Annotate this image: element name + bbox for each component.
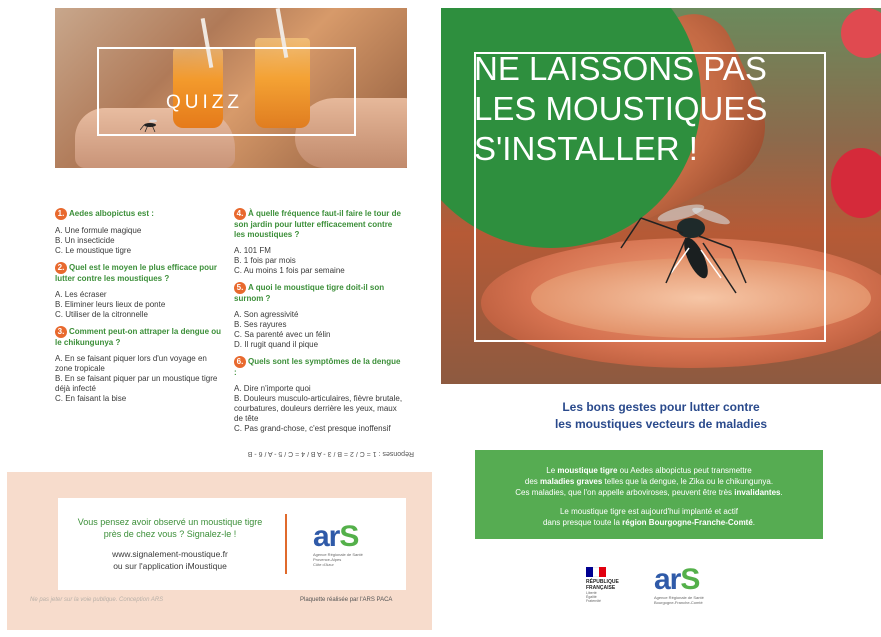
headline-line: NE LAISSONS PAS: [474, 50, 767, 87]
info-line: des maladies graves telles que la dengue, le Zika ou le chikungunya.: [524, 477, 774, 486]
quiz-column-2: [234, 208, 404, 440]
info-line: Le moustique tigre ou Aedes albopictus peut transmettre: [546, 466, 752, 475]
footer-credit: Plaquette réalisée par l'ARS PACA: [300, 597, 393, 603]
answer-option: B. Un insecticide: [55, 236, 115, 245]
answer-option: B. 1 fois par mois: [234, 256, 296, 265]
answer-option: A. 101 FM: [234, 246, 271, 255]
answer-option: C. Pas grand-chose, c'est presque inoffensif: [234, 424, 391, 433]
ars-logo-s: S: [680, 563, 700, 596]
card-divider: [285, 514, 287, 574]
quizz-label: QUIZZ: [166, 92, 243, 113]
question-number: 4.: [234, 208, 246, 220]
subtitle-line: Les bons gestes pour lutter contre: [562, 400, 760, 414]
answer-option: B. Ses rayures: [234, 320, 287, 329]
question-title: Aedes albopictus est :: [69, 209, 154, 219]
ars-logo-sub: Côte d'Azur: [313, 562, 334, 567]
info-line: dans presque toute la région Bourgogne-Franche-Comté.: [542, 518, 756, 527]
answer-option: B. Douleurs musculo-articulaires, fièvre brutale, courbatures, douleurs derrière les yeux, maux de tête: [234, 394, 403, 423]
rf-text: FRANÇAISE: [586, 585, 616, 591]
subtitle: [441, 399, 881, 433]
quiz-question: [55, 208, 225, 256]
quiz-question: [234, 208, 404, 276]
answer-option: C. Le moustique tigre: [55, 246, 132, 255]
footer-notice: Ne pas jeter sur la voie publique. Conception ARS: [30, 597, 164, 603]
left-panel: [0, 0, 432, 637]
question-title: Quels sont les symptômes de la dengue :: [234, 357, 401, 377]
answer-option: C. Au moins 1 fois par semaine: [234, 266, 345, 275]
question-title: À quelle fréquence faut-il faire le tour de son jardin pour lutter efficacement contre les moustiques ?: [234, 209, 401, 239]
quiz-question: [234, 356, 404, 434]
mosquito-icon: [140, 118, 160, 132]
ars-logo-sub: Bourgogne-Franche-Comté: [654, 600, 703, 605]
answer-option: A. En se faisant piquer lors d'un voyage en zone tropicale: [55, 354, 207, 373]
info-box: [475, 450, 823, 539]
question-number: 2.: [55, 262, 67, 274]
question-title: Quel est le moyen le plus efficace pour lutter contre les moustiques ?: [55, 263, 218, 283]
answer-option: A. Son agressivité: [234, 310, 299, 319]
quiz-question: [234, 282, 404, 350]
answer-option: A. Dire n'importe quoi: [234, 384, 311, 393]
info-line: Ces maladies, que l'on appelle arboviroses, peuvent être très invalidantes.: [515, 488, 783, 497]
answer-option: C. En faisant la bise: [55, 394, 127, 403]
rf-motto: Liberté: [586, 591, 597, 595]
right-panel: [441, 0, 881, 637]
app-mention: ou sur l'application iMoustique: [113, 561, 227, 571]
quiz-question: [55, 262, 225, 320]
ars-logo-sub: Agence Régionale de Santé: [313, 552, 363, 557]
quiz-question: [55, 326, 225, 404]
answer-option: C. Sa parenté avec un félin: [234, 330, 331, 339]
info-line: Le moustique tigre est aujourd'hui implanté et actif: [559, 507, 739, 516]
ars-logo-ar: ar: [654, 563, 681, 596]
question-title: Comment peut-on attraper la dengue ou le chikungunya ?: [55, 327, 222, 347]
ars-logo: [654, 565, 724, 605]
question-title: A quoi le moustique tigre doit-il son surnom ?: [234, 283, 385, 303]
question-number: 3.: [55, 326, 67, 338]
report-links: [70, 548, 270, 572]
photo-flower: [831, 148, 881, 218]
ars-logo: [313, 522, 383, 567]
question-number: 6.: [234, 356, 246, 368]
rf-motto: Égalité: [586, 595, 597, 599]
signalement-link[interactable]: www.signalement-moustique.fr: [112, 549, 228, 559]
answer-option: A. Une formule magique: [55, 226, 142, 235]
report-card: [58, 498, 406, 590]
headline-line: LES MOUSTIQUES: [474, 90, 768, 127]
rf-text: RÉPUBLIQUE: [586, 579, 619, 585]
republique-francaise-logo: [586, 567, 632, 603]
headline: [474, 49, 824, 169]
rf-motto: Fraternité: [586, 599, 601, 603]
ars-logo-ar: ar: [313, 520, 340, 553]
ars-logo-sub: Provence-Alpes: [313, 557, 342, 562]
headline-line: S'INSTALLER !: [474, 130, 698, 167]
ars-logo-s: S: [339, 520, 359, 553]
answer-option: C. Utiliser de la citronnelle: [55, 310, 148, 319]
question-number: 1.: [55, 208, 67, 220]
photo-flower: [841, 8, 881, 58]
report-title: Vous pensez avoir observé un moustique tigre près de chez vous ? Signalez-le !: [77, 517, 263, 539]
answer-option: D. Il rugit quand il pique: [234, 340, 319, 349]
answer-option: B. En se faisant piquer par un moustique tigre déjà infecté: [55, 374, 218, 393]
answer-option: B. Eliminer leurs lieux de ponte: [55, 300, 166, 309]
quiz-column-1: [55, 208, 225, 410]
subtitle-line: les moustiques vecteurs de maladies: [554, 417, 768, 431]
ars-logo-sub: Agence Régionale de Santé: [654, 595, 704, 600]
flag-icon: [586, 567, 606, 577]
question-number: 5.: [234, 282, 246, 294]
answer-option: A. Les écraser: [55, 290, 107, 299]
answers-key: Réponses : 1 = C / 2 = B / 3 - A B / 4 = C / 5 - A / 6 - B: [247, 450, 414, 457]
